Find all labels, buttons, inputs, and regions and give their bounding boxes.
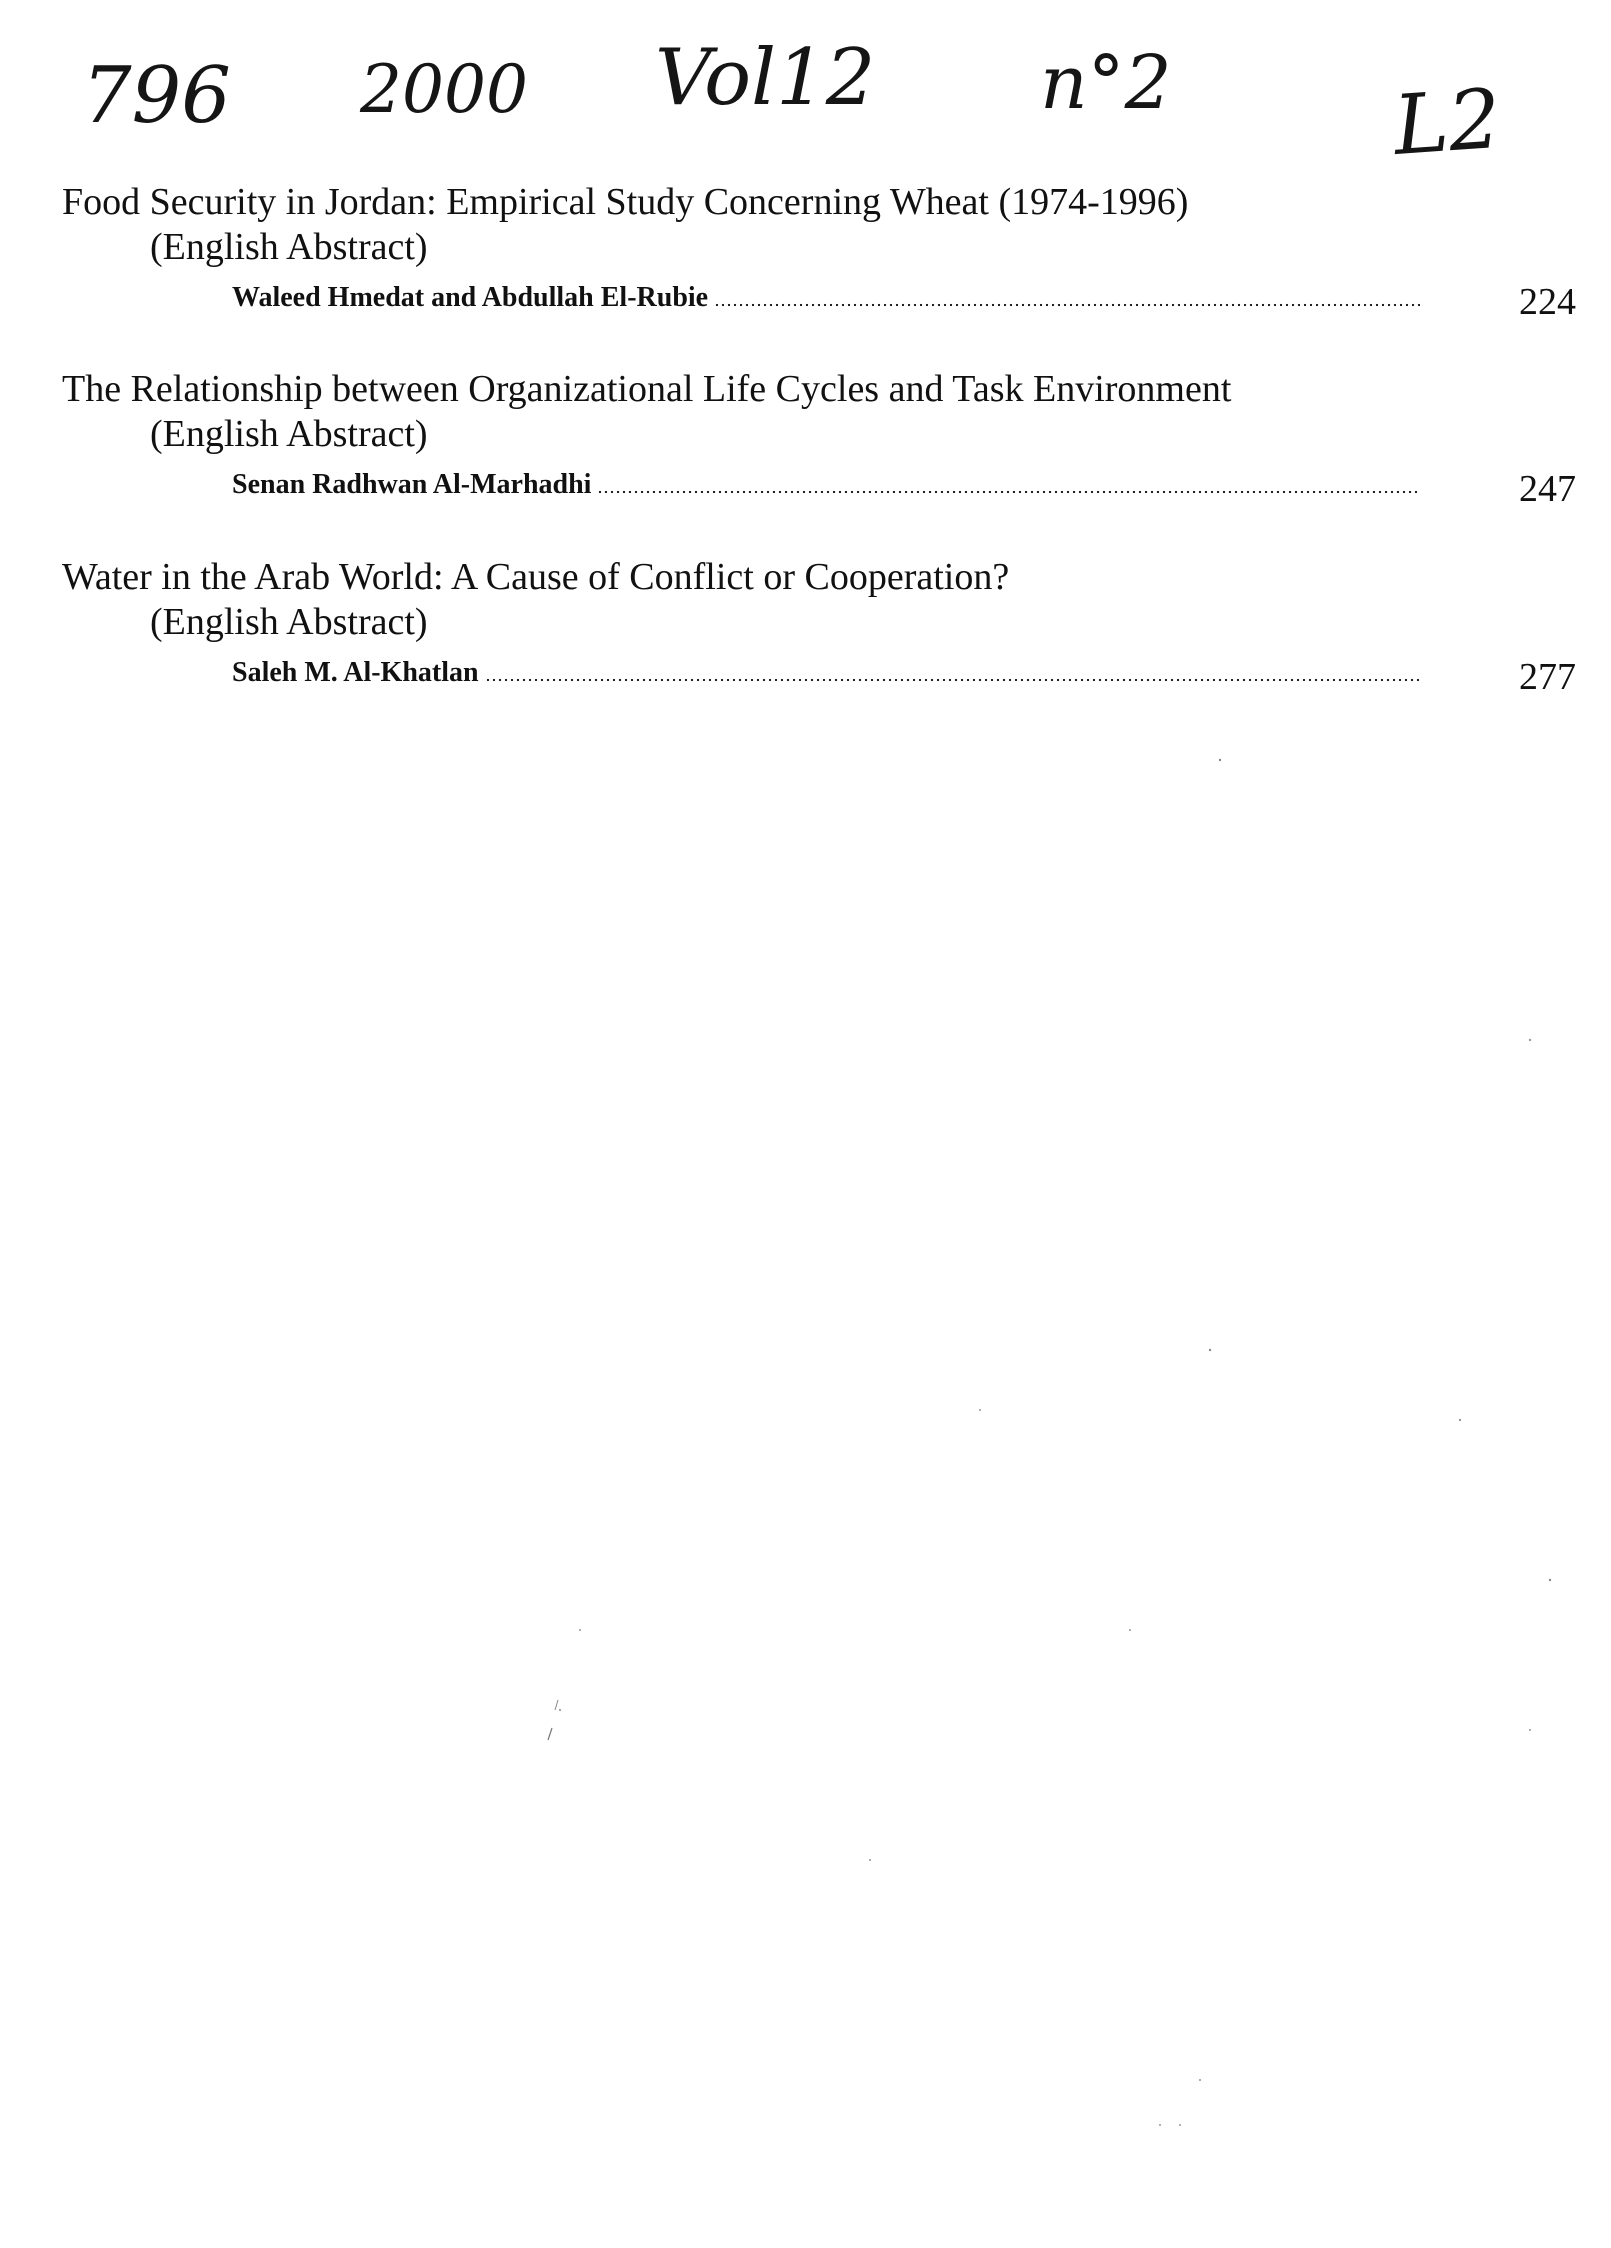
- dot-leader: [597, 489, 1420, 495]
- article-title: Food Security in Jordan: Empirical Study Concerning Wheat (1974-1996): [62, 181, 1189, 223]
- dot-leader: [485, 677, 1420, 683]
- author-line: [232, 650, 1420, 690]
- toc-entry: [0, 555, 1611, 725]
- dot-leader: [714, 302, 1420, 308]
- page-number: 224: [1519, 281, 1576, 323]
- table-of-contents: [0, 0, 1611, 760]
- author-line: [232, 462, 1420, 502]
- author-line: [232, 275, 1420, 315]
- handwritten-number: 796: [82, 51, 231, 141]
- toc-entry: [0, 367, 1611, 537]
- article-subtitle: (English Abstract): [150, 601, 428, 643]
- handwritten-year: 2000: [360, 51, 528, 128]
- article-authors: Waleed Hmedat and Abdullah El-Rubie: [232, 282, 709, 313]
- toc-entry: [0, 180, 1611, 350]
- article-authors: Saleh M. Al-Khatlan: [232, 657, 479, 688]
- article-title: The Relationship between Organizational Life Cycles and Task Environment: [62, 368, 1232, 410]
- page-number: 247: [1519, 468, 1576, 510]
- handwritten-issue: n°2: [1040, 40, 1172, 126]
- handwritten-mark: L2: [1390, 71, 1504, 174]
- article-title: Water in the Arab World: A Cause of Conflict or Cooperation?: [62, 556, 1010, 598]
- article-subtitle: (English Abstract): [150, 226, 428, 268]
- page-number: 277: [1519, 656, 1576, 698]
- article-authors: Senan Radhwan Al-Marhadhi: [232, 469, 592, 500]
- handwritten-volume: Vol12: [655, 33, 876, 123]
- article-subtitle: (English Abstract): [150, 413, 428, 455]
